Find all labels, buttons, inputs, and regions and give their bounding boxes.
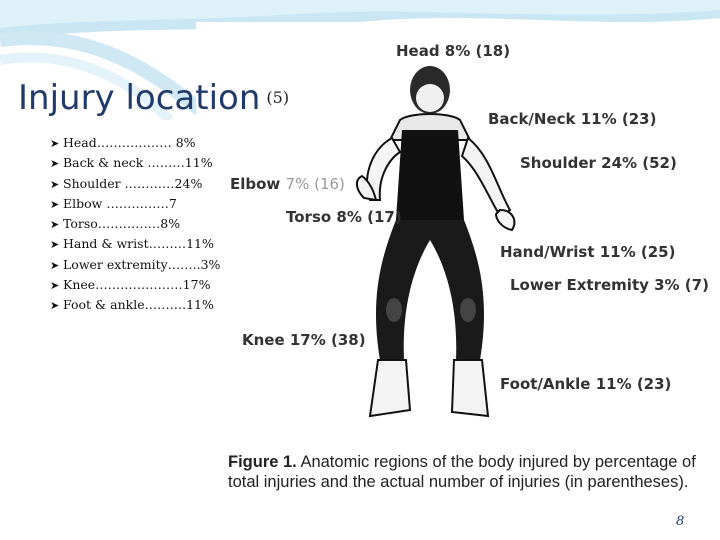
injury-stats-list (50, 133, 220, 316)
label-lower-extremity: Lower Extremity 3% (7) (510, 276, 709, 294)
arrow-bullet-icon: ➤ (50, 299, 60, 313)
label-back-neck: Back/Neck 11% (23) (488, 110, 657, 128)
label-knee: Knee 17% (38) (242, 331, 366, 349)
list-item: ➤ Elbow ……………7 (50, 194, 220, 214)
list-item: ➤ Hand & wrist………11% (50, 234, 220, 254)
arrow-bullet-icon: ➤ (50, 177, 60, 191)
label-torso: Torso 8% (17) (286, 208, 402, 226)
list-item: ➤ Knee…………………17% (50, 275, 220, 295)
label-elbow-text: Elbow (230, 175, 281, 193)
figure-caption (228, 452, 708, 492)
slide-title-reference: (5) (266, 88, 290, 107)
label-hand-wrist: Hand/Wrist 11% (25) (500, 243, 676, 261)
list-item: ➤ Back & neck ………11% (50, 153, 220, 173)
arrow-bullet-icon: ➤ (50, 157, 60, 171)
label-shoulder: Shoulder 24% (52) (520, 154, 677, 172)
list-item: ➤ Torso……………8% (50, 214, 220, 234)
arrow-bullet-icon: ➤ (50, 197, 60, 211)
arrow-bullet-icon: ➤ (50, 218, 60, 232)
figure-caption-label: Figure 1. (228, 453, 297, 471)
arrow-bullet-icon: ➤ (50, 137, 60, 150)
list-item: ➤ Lower extremity……..3% (50, 255, 220, 275)
arrow-bullet-icon: ➤ (50, 258, 60, 272)
list-item: ➤ Foot & ankle……….11% (50, 295, 220, 315)
list-item: ➤ Head……………… 8% (50, 133, 220, 153)
slide-title-text: Injury location (18, 78, 261, 118)
arrow-bullet-icon: ➤ (50, 279, 60, 293)
label-head: Head 8% (18) (396, 42, 511, 60)
figure-caption-text: Anatomic regions of the body injured by percentage of total injuries and the actual number of injuries (in parentheses). (228, 453, 696, 491)
arrow-bullet-icon: ➤ (50, 238, 60, 252)
label-elbow (230, 175, 345, 193)
list-item: ➤ Shoulder …………24% (50, 174, 220, 194)
page-number: 8 (676, 514, 685, 529)
slide-title (18, 78, 289, 118)
label-foot-ankle: Foot/Ankle 11% (23) (500, 375, 672, 393)
label-elbow-value: 7% (16) (285, 175, 345, 193)
